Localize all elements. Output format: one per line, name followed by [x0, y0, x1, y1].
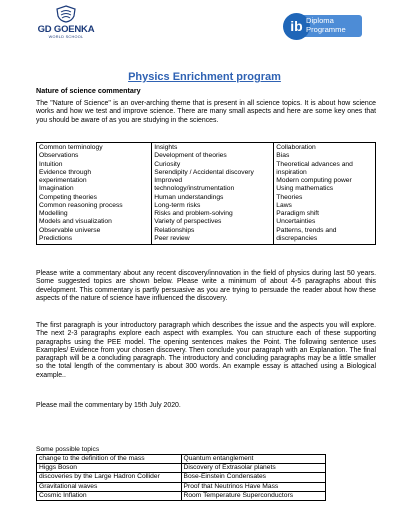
themes-col-2 [152, 143, 274, 245]
topic-cell: Room Temperature Superconductors [181, 491, 326, 500]
theme-item: Predictions [39, 234, 73, 242]
topic-cell: Cosmic Inflation [37, 491, 182, 500]
table-row [37, 455, 326, 464]
theme-item: Common reasoning process [39, 201, 123, 209]
intro-paragraph: The "Nature of Science" is an over-arching theme that is present in all science topics. It is about how science works and how we test and improve science. There are many small aspects and here are some key ones that you should be aware of as you are studying in the sciences. [36, 100, 376, 124]
theme-item: Evidence through [39, 168, 92, 176]
ib-mark: ib [283, 13, 310, 40]
topic-cell: Gravitational waves [37, 482, 182, 491]
school-logo [36, 5, 96, 47]
theme-item: Paradigm shift [276, 210, 320, 217]
table-row [37, 464, 326, 473]
ib-label-line1: Diploma [306, 16, 334, 25]
theme-item: Insights [154, 144, 178, 151]
theme-item: Intuition [39, 160, 63, 168]
topic-cell: change to the definition of the mass [37, 455, 182, 464]
topic-cell: Proof that Neutrinos Have Mass [181, 482, 326, 491]
school-name: GD GOENKA [37, 24, 95, 35]
theme-item: Modelling [39, 210, 68, 217]
topic-cell: Quantum entanglement [181, 455, 326, 464]
theme-item: Human understandings [154, 193, 224, 201]
topic-cell: Bose-Einstein Condensates [181, 473, 326, 482]
theme-item: Modern computing power [276, 177, 352, 184]
topic-cell: Higgs Boson [37, 464, 182, 473]
theme-item: Common terminology [39, 144, 103, 151]
table-row [37, 482, 326, 491]
theme-item: Observable universe [39, 226, 101, 234]
theme-item: Theoretical advances and [276, 160, 353, 168]
themes-col-1 [37, 143, 152, 245]
theme-item: Competing theories [39, 193, 97, 201]
page-subtitle: Nature of science commentary [36, 86, 141, 95]
theme-item: Serendipity / Accidental discovery [154, 168, 254, 176]
theme-item: Peer review [154, 234, 190, 242]
deadline-paragraph: Please mail the commentary by 15th July 2020. [36, 402, 181, 409]
theme-item: Observations [39, 152, 79, 160]
theme-item: Long-term risks [154, 201, 201, 209]
topic-cell: discoveries by the Large Hadron Collider [37, 473, 182, 482]
theme-item: Theories [276, 193, 303, 201]
theme-item: inspiration [276, 168, 307, 176]
theme-item: Bias [276, 152, 290, 160]
theme-item: discrepancies [276, 234, 318, 242]
theme-item: experimentation [39, 177, 87, 184]
theme-item: Using mathematics [276, 185, 334, 193]
topics-heading: Some possible topics [36, 446, 100, 453]
school-sub: WORLD SCHOOL [48, 35, 84, 39]
theme-item: Risks and problem-solving [154, 210, 233, 217]
theme-item: Laws [276, 201, 292, 209]
theme-item: Models and visualization [39, 218, 112, 226]
theme-item: Patterns, trends and [276, 226, 337, 234]
ib-logo [283, 13, 363, 39]
crest-icon [55, 5, 77, 23]
theme-item: Curiosity [154, 160, 181, 168]
ib-label-line2: Programme [306, 25, 346, 34]
themes-col-3 [274, 143, 376, 245]
theme-item: Improved [154, 177, 183, 184]
theme-item: Uncertainties [276, 218, 316, 226]
structure-paragraph: The first paragraph is your introductory paragraph which describes the issue and the aspects you will explore. The next 2-3 paragraphs explore each aspect with examples. You can structure each of these supporting paragraphs using the PEE model. The opening sentences makes the Point. The following sentence uses Examples/ Evidence from your chosen discovery. Then conclude your paragraph with an Explanation. The final paragraph will be a concluding paragraph. The introductory and concluding paragraphs may be a little smaller so the total length of the commentary is about 300 words. An example essay is attached using a Biological example.. [36, 322, 376, 379]
theme-item: Imagination [39, 185, 74, 193]
instructions-paragraph: Please write a commentary about any recent discovery/innovation in the field of physics during last 50 years. Some suggested topics are shown below. Please write a minimum of about 4-5 paragraphs about this development. This commentary is partly persuasive as you are trying to persuade the reader about how these aspects of the nature of science have influenced the discovery. [36, 270, 376, 302]
page-title: Physics Enrichment program [128, 71, 281, 83]
topic-cell: Discovery of Extrasolar planets [181, 464, 326, 473]
theme-item: Relationships [154, 226, 195, 234]
theme-item: technology/instrumentation [154, 185, 235, 193]
ib-label [306, 16, 346, 34]
theme-item: Development of theories [154, 152, 227, 160]
theme-item: Variety of perspectives [154, 218, 222, 226]
table-row [37, 473, 326, 482]
theme-item: Collaboration [276, 144, 316, 151]
nos-themes-table [36, 142, 376, 245]
table-row [37, 491, 326, 500]
topics-table [36, 454, 326, 501]
